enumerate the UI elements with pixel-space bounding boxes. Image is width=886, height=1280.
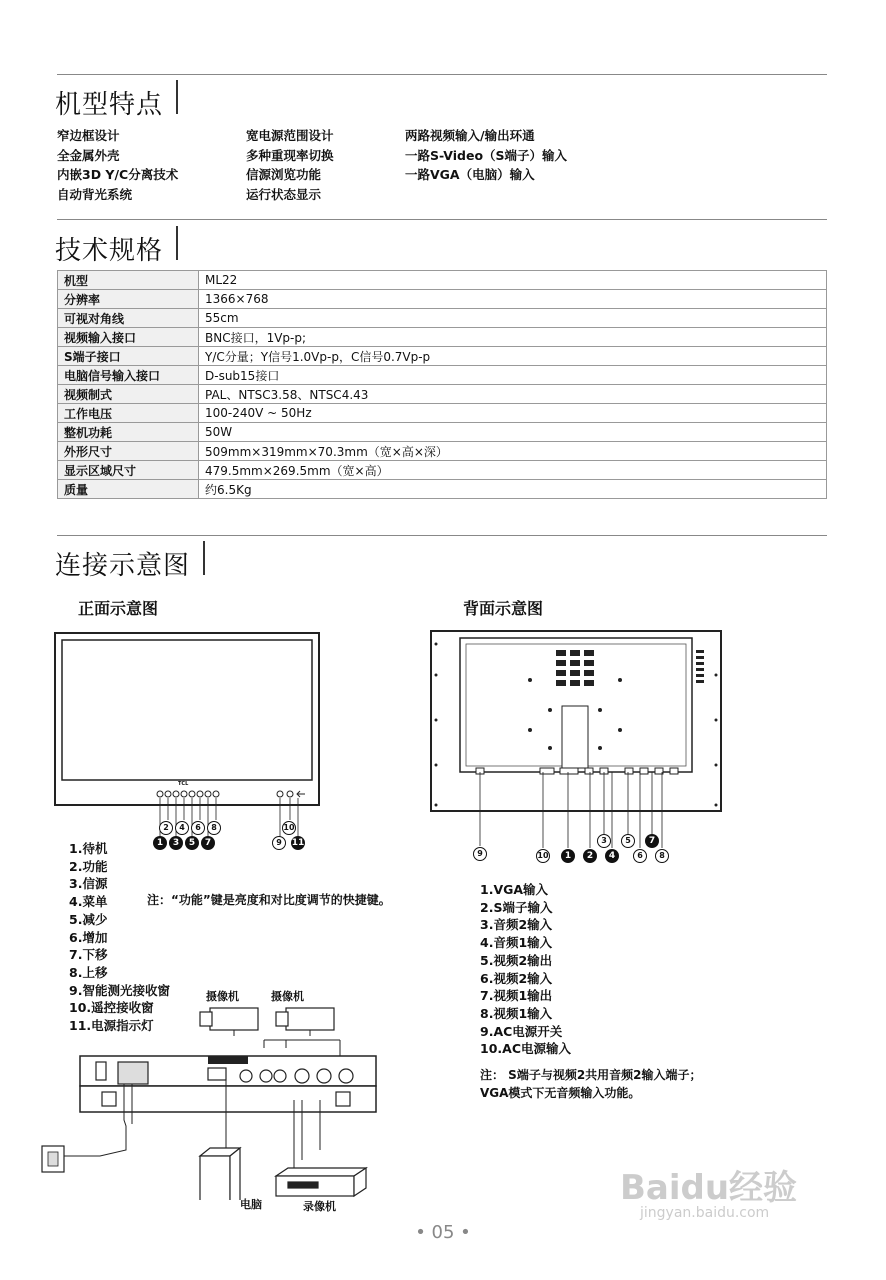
feature-item: 运行状态显示 bbox=[246, 186, 322, 202]
table-row: 机型 ML22 bbox=[58, 271, 827, 290]
connection-diagram bbox=[40, 1000, 380, 1200]
callout-1: 1 bbox=[153, 836, 167, 850]
list-item: 5.视频2输出 bbox=[480, 952, 553, 968]
section-rule bbox=[57, 219, 827, 220]
title-divider bbox=[203, 541, 205, 575]
back-callout-6: 6 bbox=[633, 849, 647, 863]
list-item: 8.视频1输入 bbox=[480, 1005, 553, 1021]
camera-1-label: 摄像机 bbox=[206, 990, 239, 1003]
features-col-3 bbox=[405, 126, 567, 185]
callout-9: 9 bbox=[272, 836, 286, 850]
back-callout-5: 5 bbox=[621, 834, 635, 848]
table-row: 视频输入接口 BNC接口，1Vp-p; bbox=[58, 328, 827, 347]
callout-10: 10 bbox=[282, 821, 296, 835]
back-callout-7: 7 bbox=[645, 834, 659, 848]
callout-4: 4 bbox=[175, 821, 189, 835]
callout-8: 8 bbox=[207, 821, 221, 835]
back-callout-3: 3 bbox=[597, 834, 611, 848]
list-item: 9.AC电源开关 bbox=[480, 1023, 563, 1039]
list-item: 2.S端子输入 bbox=[480, 899, 553, 915]
list-item: 2.功能 bbox=[69, 858, 108, 874]
feature-item: 窄边框设计 bbox=[57, 128, 120, 143]
callout-5: 5 bbox=[185, 836, 199, 850]
table-row: 整机功耗 50W bbox=[58, 423, 827, 442]
pc-label: 电脑 bbox=[240, 1198, 262, 1211]
table-row: 外形尺寸 509mm×319mm×70.3mm（宽×高×深） bbox=[58, 442, 827, 461]
features-title: 机型特点 bbox=[55, 90, 164, 120]
back-legend bbox=[480, 881, 571, 1058]
title-divider bbox=[176, 80, 178, 114]
feature-item: 全金属外壳 bbox=[57, 147, 120, 163]
back-callout-4: 4 bbox=[605, 849, 619, 863]
back-callout-2: 2 bbox=[583, 849, 597, 863]
table-row: S端子接口 Y/C分量；Y信号1.0Vp-p，C信号0.7Vp-p bbox=[58, 347, 827, 366]
back-callout-9: 9 bbox=[473, 847, 487, 861]
back-callout-1: 1 bbox=[561, 849, 575, 863]
list-item: 6.增加 bbox=[69, 929, 108, 945]
callout-2: 2 bbox=[159, 821, 173, 835]
table-row: 视频制式 PAL、NTSC3.58、NTSC4.43 bbox=[58, 385, 827, 404]
list-item: 5.减少 bbox=[69, 911, 108, 927]
feature-item: 一路S-Video（S端子）输入 bbox=[405, 147, 568, 163]
list-item: 4.音频1输入 bbox=[480, 935, 553, 951]
table-row: 分辨率 1366×768 bbox=[58, 290, 827, 309]
spec-table bbox=[57, 270, 827, 499]
feature-item: 多种重现率切换 bbox=[246, 147, 334, 163]
callout-6: 6 bbox=[191, 821, 205, 835]
feature-item: 内嵌3D Y/C分离技术 bbox=[57, 167, 179, 182]
watermark-url: jingyan.baidu.com bbox=[640, 1205, 770, 1221]
list-item: 10.遥控接收窗 bbox=[69, 1000, 154, 1016]
list-item: 7.视频1输出 bbox=[480, 988, 553, 1004]
feature-item: 自动背光系统 bbox=[57, 186, 133, 202]
tcl-logo: TCL bbox=[178, 781, 189, 787]
back-callout-8: 8 bbox=[655, 849, 669, 863]
camera-2-label: 摄像机 bbox=[271, 990, 304, 1003]
list-item: 3.音频2输入 bbox=[480, 917, 553, 933]
callout-3: 3 bbox=[169, 836, 183, 850]
table-row: 显示区域尺寸 479.5mm×269.5mm（宽×高） bbox=[58, 461, 827, 480]
list-item: 1.待机 bbox=[69, 841, 108, 856]
table-row: 电脑信号输入接口 D-sub15接口 bbox=[58, 366, 827, 385]
list-item: 9.智能测光接收窗 bbox=[69, 982, 170, 998]
table-row: 可视对角线 55cm bbox=[58, 309, 827, 328]
back-note: 注： S端子与视频2共用音频2输入端子； VGA模式下无音频输入功能。 bbox=[480, 1068, 702, 1100]
callout-7: 7 bbox=[201, 836, 215, 850]
list-item: 1.VGA输入 bbox=[480, 882, 549, 897]
list-item: 10.AC电源输入 bbox=[480, 1041, 571, 1057]
feature-item: 宽电源范围设计 bbox=[246, 128, 334, 143]
list-item: 4.菜单 bbox=[69, 894, 108, 910]
features-col-2 bbox=[246, 126, 334, 204]
list-item: 8.上移 bbox=[69, 964, 108, 980]
page-number: • 05 • bbox=[415, 1222, 471, 1243]
vcr-label: 录像机 bbox=[303, 1200, 336, 1213]
feature-item: 一路VGA（电脑）输入 bbox=[405, 167, 535, 182]
title-divider bbox=[176, 226, 178, 260]
back-callout-10: 10 bbox=[536, 849, 550, 863]
section-rule bbox=[57, 74, 827, 75]
front-note: 注：“功能”键是亮度和对比度调节的快捷键。 bbox=[147, 893, 391, 907]
diagram-title: 连接示意图 bbox=[55, 551, 191, 581]
features-col-1 bbox=[57, 126, 178, 204]
section-rule bbox=[57, 535, 827, 536]
feature-item: 两路视频输入/输出环通 bbox=[405, 128, 535, 143]
list-item: 11.电源指示灯 bbox=[69, 1018, 154, 1034]
list-item: 3.信源 bbox=[69, 876, 108, 892]
back-callout-lines bbox=[470, 768, 670, 858]
list-item: 7.下移 bbox=[69, 947, 108, 963]
watermark-logo: Baidu经验 bbox=[620, 1168, 798, 1208]
front-view-title: 正面示意图 bbox=[78, 599, 159, 618]
table-row: 质量 约6.5Kg bbox=[58, 480, 827, 499]
back-view-title: 背面示意图 bbox=[463, 599, 544, 618]
specs-title: 技术规格 bbox=[55, 236, 164, 266]
callout-11: 11 bbox=[291, 838, 305, 848]
list-item: 6.视频2输入 bbox=[480, 970, 553, 986]
feature-item: 信源浏览功能 bbox=[246, 167, 322, 182]
table-row: 工作电压 100-240V ~ 50Hz bbox=[58, 404, 827, 423]
